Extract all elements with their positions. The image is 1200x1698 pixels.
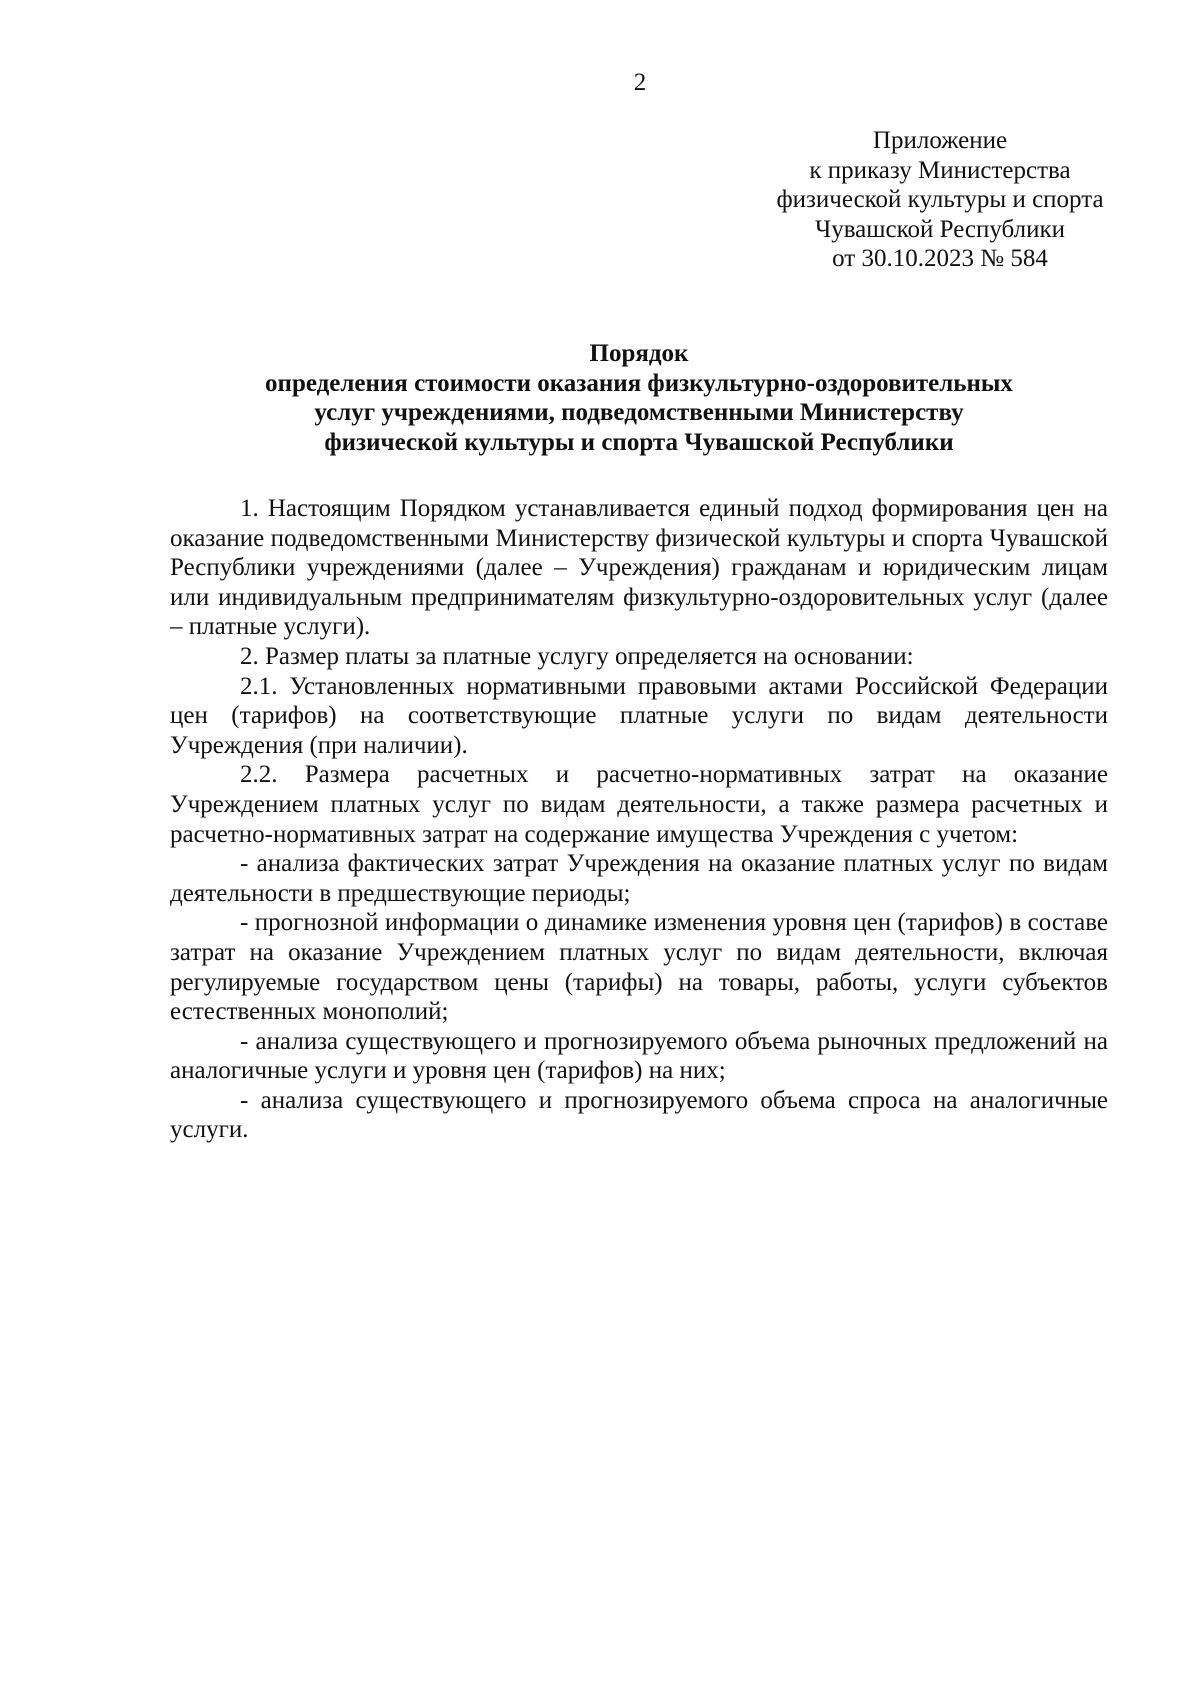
paragraph: - анализа существующего и прогнозируемого объема спроса на аналогичные услуги. — [170, 1086, 1108, 1144]
paragraph: 2.2. Размера расчетных и расчетно-нормативных затрат на оказание Учреждением платных услуг по видам деятельности, а также размера расчетных и расчетно-нормативных затрат на содержание имущества Учреждения с учетом: — [170, 761, 1108, 848]
title-line: Порядок — [589, 340, 689, 367]
paragraph: 2.1. Установленных нормативными правовыми актами Российской Федерации цен (тарифов) на соответствующие платные услуги по видам деятельности Учреждения (при наличии). — [170, 672, 1108, 759]
document-body — [170, 494, 1108, 1145]
paragraph: - прогнозной информации о динамике изменения уровня цен (тарифов) в составе затрат на оказание Учреждением платных услуг по видам деятельности, включая регулируемые государством цены (тарифы) на товары, работы, услуги субъектов естественных монополий; — [170, 909, 1108, 1026]
title-line: услуг учреждениями, подведомственными Министерству — [314, 399, 964, 426]
appendix-line: от 30.10.2023 № 584 — [832, 245, 1048, 272]
paragraph: 2. Размер платы за платные услугу определяется на основании: — [240, 642, 914, 670]
appendix-block — [720, 126, 1160, 274]
appendix-line: к приказу Министерства — [809, 156, 1071, 184]
appendix-line: Приложение — [872, 127, 1008, 154]
document-title — [170, 339, 1108, 457]
page-number: 2 — [633, 69, 647, 96]
paragraph: 1. Настоящим Порядком устанавливается единый подход формирования цен на оказание подведомственными Министерству физической культуры и спорта Чувашской Республики учреждениями (далее – Учреждения) гражданам и юридическим лицам или индивидуальным предпринимателям физкультурно-оздоровительных услуг (далее – платные услуги). — [170, 495, 1108, 641]
paragraph: - анализа фактических затрат Учреждения на оказание платных услуг по видам деятельности в предшествующие периоды; — [170, 850, 1108, 907]
title-line: определения стоимости оказания физкультурно-оздоровительных — [265, 369, 1013, 397]
title-line: физической культуры и спорта Чувашской Республики — [324, 428, 954, 456]
appendix-line: физической культуры и спорта — [776, 186, 1104, 213]
paragraph: - анализа существующего и прогнозируемого объема рыночных предложений на аналогичные услуги и уровня цен (тарифов) на них; — [170, 1027, 1108, 1085]
appendix-line: Чувашской Республики — [814, 215, 1066, 243]
